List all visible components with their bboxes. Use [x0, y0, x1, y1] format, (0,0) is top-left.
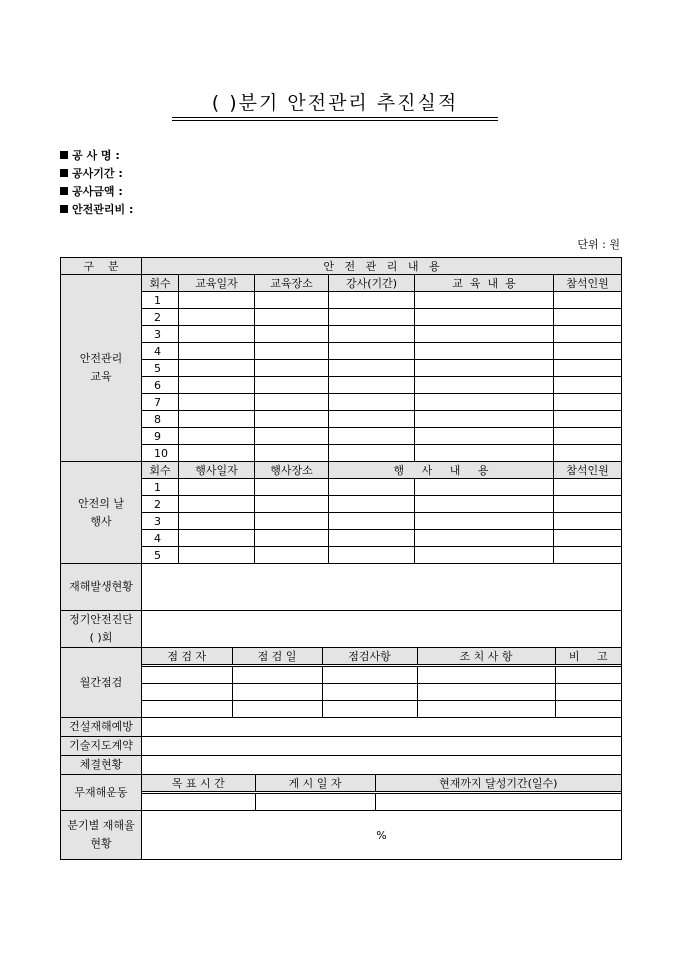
cell[interactable] — [322, 701, 417, 718]
regular-diagnosis-label: 정기안전진단 ( )회 — [61, 611, 142, 648]
cell[interactable] — [255, 411, 329, 428]
cell[interactable] — [415, 309, 554, 326]
construction-prevention-label: 건설재해예방 — [61, 718, 142, 737]
cell[interactable] — [554, 530, 622, 547]
col-header: 회수 — [142, 462, 179, 479]
table-row — [142, 666, 621, 684]
col-header: 교육장소 — [255, 275, 329, 292]
cell[interactable] — [415, 326, 554, 343]
cell[interactable] — [329, 292, 415, 309]
cell[interactable] — [329, 530, 415, 547]
square-bullet-icon — [60, 187, 68, 195]
row-number: 2 — [142, 496, 179, 513]
cell[interactable] — [554, 411, 622, 428]
col-header: 교육일자 — [179, 275, 255, 292]
cell[interactable] — [179, 411, 255, 428]
zero-accident-label: 무재해운동 — [61, 775, 142, 811]
cell[interactable] — [232, 701, 322, 718]
safety-day-header-row — [61, 462, 622, 479]
cell[interactable] — [329, 496, 415, 513]
unit-label: 단위 : 원 — [577, 238, 620, 251]
technical-guidance-row — [61, 737, 622, 756]
col-header: 목 표 시 간 — [142, 775, 255, 793]
cell[interactable] — [329, 309, 415, 326]
cell[interactable] — [232, 666, 322, 684]
cell[interactable] — [255, 326, 329, 343]
cell[interactable] — [415, 530, 554, 547]
cell[interactable] — [329, 394, 415, 411]
technical-guidance-label: 기술지도계약 — [61, 737, 142, 756]
cell[interactable] — [329, 428, 415, 445]
cell[interactable] — [554, 445, 622, 462]
cell[interactable] — [142, 718, 622, 737]
table-row — [61, 513, 622, 530]
col-header: 게 시 일 자 — [255, 775, 375, 793]
title-underline-2 — [172, 120, 498, 121]
row-number: 6 — [142, 377, 179, 394]
table-row — [61, 394, 622, 411]
cell[interactable] — [142, 701, 232, 718]
table-row — [61, 377, 622, 394]
zero-accident-row — [61, 775, 622, 811]
cell[interactable] — [554, 377, 622, 394]
cell[interactable] — [179, 343, 255, 360]
square-bullet-icon — [60, 169, 68, 177]
cell[interactable] — [142, 684, 232, 701]
cell[interactable] — [415, 343, 554, 360]
cell[interactable] — [554, 394, 622, 411]
quarterly-rate-label: 분기별 재해율 현황 — [61, 811, 142, 860]
cell[interactable] — [417, 684, 555, 701]
monthly-header-row — [142, 648, 621, 666]
info-project-name: 공 사 명 : — [60, 147, 133, 165]
table-row — [61, 496, 622, 513]
table-row — [142, 684, 621, 701]
cell[interactable] — [255, 309, 329, 326]
cell[interactable] — [329, 479, 415, 496]
cell[interactable] — [415, 445, 554, 462]
cell[interactable] — [255, 513, 329, 530]
cell[interactable] — [375, 793, 621, 811]
col-header: 참석인원 — [554, 275, 622, 292]
cell[interactable] — [554, 292, 622, 309]
cell[interactable] — [329, 411, 415, 428]
cell[interactable] — [322, 666, 417, 684]
document-title: ( )분기 안전관리 추진실적 — [211, 92, 459, 114]
cell[interactable] — [329, 377, 415, 394]
cell[interactable] — [255, 428, 329, 445]
cell[interactable] — [554, 309, 622, 326]
cell[interactable] — [179, 428, 255, 445]
row-number: 10 — [142, 445, 179, 462]
col-header: 회수 — [142, 275, 179, 292]
cell[interactable] — [415, 513, 554, 530]
cell[interactable] — [179, 479, 255, 496]
cell[interactable] — [255, 793, 375, 811]
cell[interactable] — [329, 343, 415, 360]
row-number: 2 — [142, 309, 179, 326]
row-number: 7 — [142, 394, 179, 411]
disaster-status-label: 재해발생현황 — [61, 564, 142, 611]
cell[interactable] — [142, 666, 232, 684]
row-number: 9 — [142, 428, 179, 445]
row-number: 1 — [142, 292, 179, 309]
col-header: 조 치 사 항 — [417, 648, 555, 666]
row-number: 5 — [142, 360, 179, 377]
education-header-row — [61, 275, 622, 292]
row-number: 1 — [142, 479, 179, 496]
col-header: 행사일자 — [179, 462, 255, 479]
cell[interactable] — [415, 479, 554, 496]
table-row — [61, 445, 622, 462]
quarterly-rate-value[interactable]: % — [142, 811, 622, 860]
cell[interactable] — [179, 292, 255, 309]
regular-diagnosis-row — [61, 611, 622, 648]
cell[interactable] — [255, 360, 329, 377]
table-row — [61, 547, 622, 564]
row-number: 4 — [142, 343, 179, 360]
cell[interactable] — [255, 479, 329, 496]
cell[interactable] — [554, 428, 622, 445]
row-number: 5 — [142, 547, 179, 564]
info-project-period: 공사기간 : — [60, 165, 133, 183]
cell[interactable] — [554, 513, 622, 530]
cell[interactable] — [415, 394, 554, 411]
cell[interactable] — [417, 701, 555, 718]
cell[interactable] — [142, 756, 622, 775]
col-header: 강사(기간) — [329, 275, 415, 292]
row-number: 3 — [142, 513, 179, 530]
cell[interactable] — [322, 684, 417, 701]
cell[interactable] — [142, 611, 622, 648]
cell[interactable] — [255, 343, 329, 360]
cell[interactable] — [554, 496, 622, 513]
title-underline-1 — [172, 117, 498, 118]
cell[interactable] — [329, 445, 415, 462]
cell[interactable] — [329, 326, 415, 343]
cell[interactable] — [142, 793, 255, 811]
col-header: 점 검 일 — [232, 648, 322, 666]
construction-prevention-row — [61, 718, 622, 737]
col-header: 비 고 — [555, 648, 621, 666]
cell[interactable] — [554, 547, 622, 564]
cell[interactable] — [554, 343, 622, 360]
square-bullet-icon — [60, 205, 68, 213]
monthly-inspection-grid — [142, 648, 622, 718]
row-number: 4 — [142, 530, 179, 547]
cell[interactable] — [329, 360, 415, 377]
table-row — [142, 701, 621, 718]
col-header: 현재까지 달성기간(일수) — [375, 775, 621, 793]
table-row — [61, 343, 622, 360]
table-row — [61, 530, 622, 547]
col-header: 교 육 내 용 — [415, 275, 554, 292]
contract-status-label: 체결현황 — [61, 756, 142, 775]
col-header: 행사장소 — [255, 462, 329, 479]
cell[interactable] — [179, 547, 255, 564]
cell[interactable] — [417, 666, 555, 684]
row-number: 8 — [142, 411, 179, 428]
table-row — [61, 411, 622, 428]
cell[interactable] — [179, 496, 255, 513]
cell[interactable] — [179, 309, 255, 326]
contract-status-row — [61, 756, 622, 775]
table-row — [61, 309, 622, 326]
cell[interactable] — [329, 547, 415, 564]
project-info — [60, 147, 133, 219]
cell[interactable] — [555, 684, 621, 701]
monthly-inspection-row — [61, 648, 622, 718]
col-header: 점검사항 — [322, 648, 417, 666]
cell[interactable] — [142, 737, 622, 756]
cell[interactable] — [554, 326, 622, 343]
cell[interactable] — [555, 701, 621, 718]
cell[interactable] — [415, 360, 554, 377]
quarterly-rate-row — [61, 811, 622, 860]
table-row — [61, 326, 622, 343]
row-number: 3 — [142, 326, 179, 343]
cell[interactable] — [179, 394, 255, 411]
cell[interactable] — [415, 547, 554, 564]
header-category: 구 분 — [61, 258, 142, 275]
cell[interactable] — [329, 513, 415, 530]
cell[interactable] — [415, 428, 554, 445]
col-header: 점 검 자 — [142, 648, 232, 666]
table-row — [61, 360, 622, 377]
cell[interactable] — [255, 547, 329, 564]
col-header: 행 사 내 용 — [329, 462, 554, 479]
table-header-row — [61, 258, 622, 275]
cell[interactable] — [255, 377, 329, 394]
table-row — [61, 428, 622, 445]
cell[interactable] — [255, 445, 329, 462]
cell[interactable] — [415, 292, 554, 309]
header-content: 안 전 관 리 내 용 — [142, 258, 622, 275]
table-row — [142, 793, 621, 811]
zero-accident-grid — [142, 775, 622, 811]
cell[interactable] — [415, 496, 554, 513]
cell[interactable] — [179, 513, 255, 530]
zero-accident-header-row — [142, 775, 621, 793]
cell[interactable] — [179, 530, 255, 547]
cell[interactable] — [179, 326, 255, 343]
cell[interactable] — [142, 564, 622, 611]
cell[interactable] — [232, 684, 322, 701]
cell[interactable] — [554, 360, 622, 377]
cell[interactable] — [415, 411, 554, 428]
safety-day-label: 안전의 날 행사 — [61, 462, 142, 564]
cell[interactable] — [554, 479, 622, 496]
cell[interactable] — [179, 377, 255, 394]
col-header: 참석인원 — [554, 462, 622, 479]
cell[interactable] — [255, 394, 329, 411]
cell[interactable] — [415, 377, 554, 394]
square-bullet-icon — [60, 151, 68, 159]
education-label: 안전관리 교육 — [61, 275, 142, 462]
table-row — [61, 479, 622, 496]
cell[interactable] — [555, 666, 621, 684]
info-project-amount: 공사금액 : — [60, 183, 133, 201]
cell[interactable] — [179, 360, 255, 377]
monthly-inspection-label: 월간점검 — [61, 648, 142, 718]
disaster-status-row — [61, 564, 622, 611]
table-row — [61, 292, 622, 309]
cell[interactable] — [255, 292, 329, 309]
cell[interactable] — [255, 496, 329, 513]
safety-report-table — [60, 257, 622, 860]
info-safety-cost: 안전관리비 : — [60, 201, 133, 219]
cell[interactable] — [255, 530, 329, 547]
cell[interactable] — [179, 445, 255, 462]
